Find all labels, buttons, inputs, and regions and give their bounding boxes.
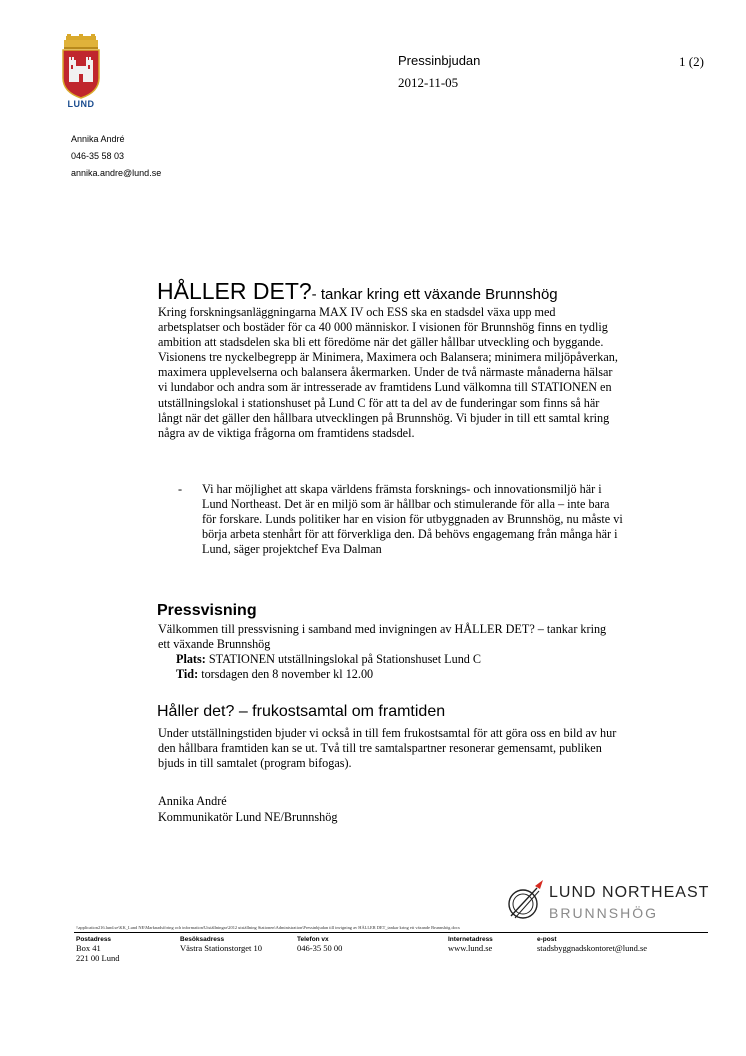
footer-divider — [74, 932, 708, 933]
document-type: Pressinbjudan — [398, 53, 481, 68]
lund-logo-text: LUND — [67, 99, 95, 109]
page-number: 1 (2) — [679, 54, 704, 69]
headline — [157, 278, 558, 305]
intro-paragraph: Kring forskningsanläggningarna MAX IV och ESS ska en stadsdel växa upp med arbetsplatser och bostäder för ca 40 000 människor. I visionen för Brunnshög finns en tydlig ambition att stadsdelen ska bli ett föredöme när det gäller hållbar utveckling och byggande. — [158, 305, 608, 350]
press-place-value: STATIONEN utställningslokal på Stationshuset Lund C — [205, 652, 482, 667]
press-time — [158, 667, 620, 682]
footer-visit-value: Västra Stationstorget 10 — [180, 943, 262, 953]
press-place — [158, 652, 620, 667]
brand-subname: BRUNNSHÖG — [549, 905, 659, 921]
contact-email[interactable]: annika.andre@lund.se — [71, 168, 162, 178]
footer-phone-label: Telefon vx — [297, 936, 329, 943]
press-heading: Pressvisning — [157, 602, 257, 619]
press-time-value: torsdagen den 8 november kl 12.00 — [198, 667, 374, 682]
footer-phone — [297, 936, 342, 953]
press-section — [158, 622, 620, 682]
footer-postal-line1: Box 41 — [76, 943, 101, 953]
headline-main: HÅLLER DET? — [157, 278, 312, 304]
breakfast-text — [158, 726, 620, 771]
press-time-label: Tid: — [176, 667, 199, 682]
brand-name: LUND NORTHEAST — [549, 884, 710, 901]
footer-phone-value: 046-35 50 00 — [297, 943, 343, 953]
footer-web-label: Internetadress — [448, 936, 493, 943]
footer-postal-label: Postadress — [76, 936, 112, 943]
footer-web — [448, 936, 493, 953]
footer-email — [537, 936, 647, 953]
press-place-label: Plats: — [176, 652, 206, 667]
footer-email-label: e-post — [537, 936, 557, 943]
intro-paragraph: Visionens tre nyckelbegrepp är Minimera, Maximera och Balansera; minimera miljöpåverkan, maximera upplevelserna och balansera åkermarken. Under de två närmaste månaderna hälsar vi lundabor och andra som är intresserade av framtidens Lund välkomna till STATIONEN en utställningslokal i stationshuset på Lund C för att ta del av de funderingar som finns så här långt när det gäller den hållbara utvecklingen på Brunnshög. Vi bjuder in till ett samtal kring några av de viktiga frågorna om framtidens stadsdel. — [158, 350, 618, 440]
quote-text: Vi har möjlighet att skapa världens främsta forsknings- och innovationsmiljö här i Lund Northeast. Det är en miljö som är hållbar och stimulerande för alla – inte bara för forskare. Lunds politiker har en vision för utbyggnaden av Brunnshög, nu måste vi börja arbeta stenhårt för att förverkliga den. Då behövs engagemang från många här i Lund, säger projektchef Eva Dalman — [202, 482, 623, 557]
intro-text — [158, 305, 620, 441]
footer-email-value[interactable]: stadsbyggnadskontoret@lund.se — [537, 943, 648, 953]
breakfast-heading: Håller det? – frukostsamtal om framtiden — [157, 703, 446, 720]
file-path: \\application216.lund.se\KK_Lund NE\Marknadsföring och information\Utställningar\2012 utställning Stationen\Administration\Pressinbjudan till invigning av HÅLLER DET_tankar kring ett växande Brunnshög.docx — [76, 925, 461, 930]
signature-role: Kommunikatör Lund NE/Brunnshög — [158, 810, 338, 824]
footer-visit — [180, 936, 262, 953]
contact-name: Annika André — [71, 134, 125, 144]
footer-visit-label: Besöksadress — [180, 936, 225, 943]
headline-sub: - tankar kring ett växande Brunnshög — [311, 286, 558, 303]
quote-bullet: - — [178, 482, 183, 496]
press-description: Välkommen till pressvisning i samband med invigningen av HÅLLER DET? – tankar kring ett växande Brunnshög — [158, 622, 607, 652]
quote-block — [178, 482, 626, 557]
footer-postal — [76, 936, 119, 963]
contact-phone: 046-35 58 03 — [71, 151, 125, 161]
lund-northeast-logo — [505, 878, 545, 924]
footer-postal-line2: 221 00 Lund — [76, 953, 120, 963]
signature-name: Annika André — [158, 794, 227, 808]
breakfast-paragraph: Under utställningstiden bjuder vi också in till fem frukostsamtal för att göra oss en bild av hur den hållbara framtiden kan se ut. Två till tre samtalspartner resonerar gemensamt, publiken bjuds in till samtalet (program bifogas). — [158, 726, 617, 771]
footer-web-value[interactable]: www.lund.se — [448, 943, 493, 953]
document-date: 2012-11-05 — [398, 75, 459, 90]
